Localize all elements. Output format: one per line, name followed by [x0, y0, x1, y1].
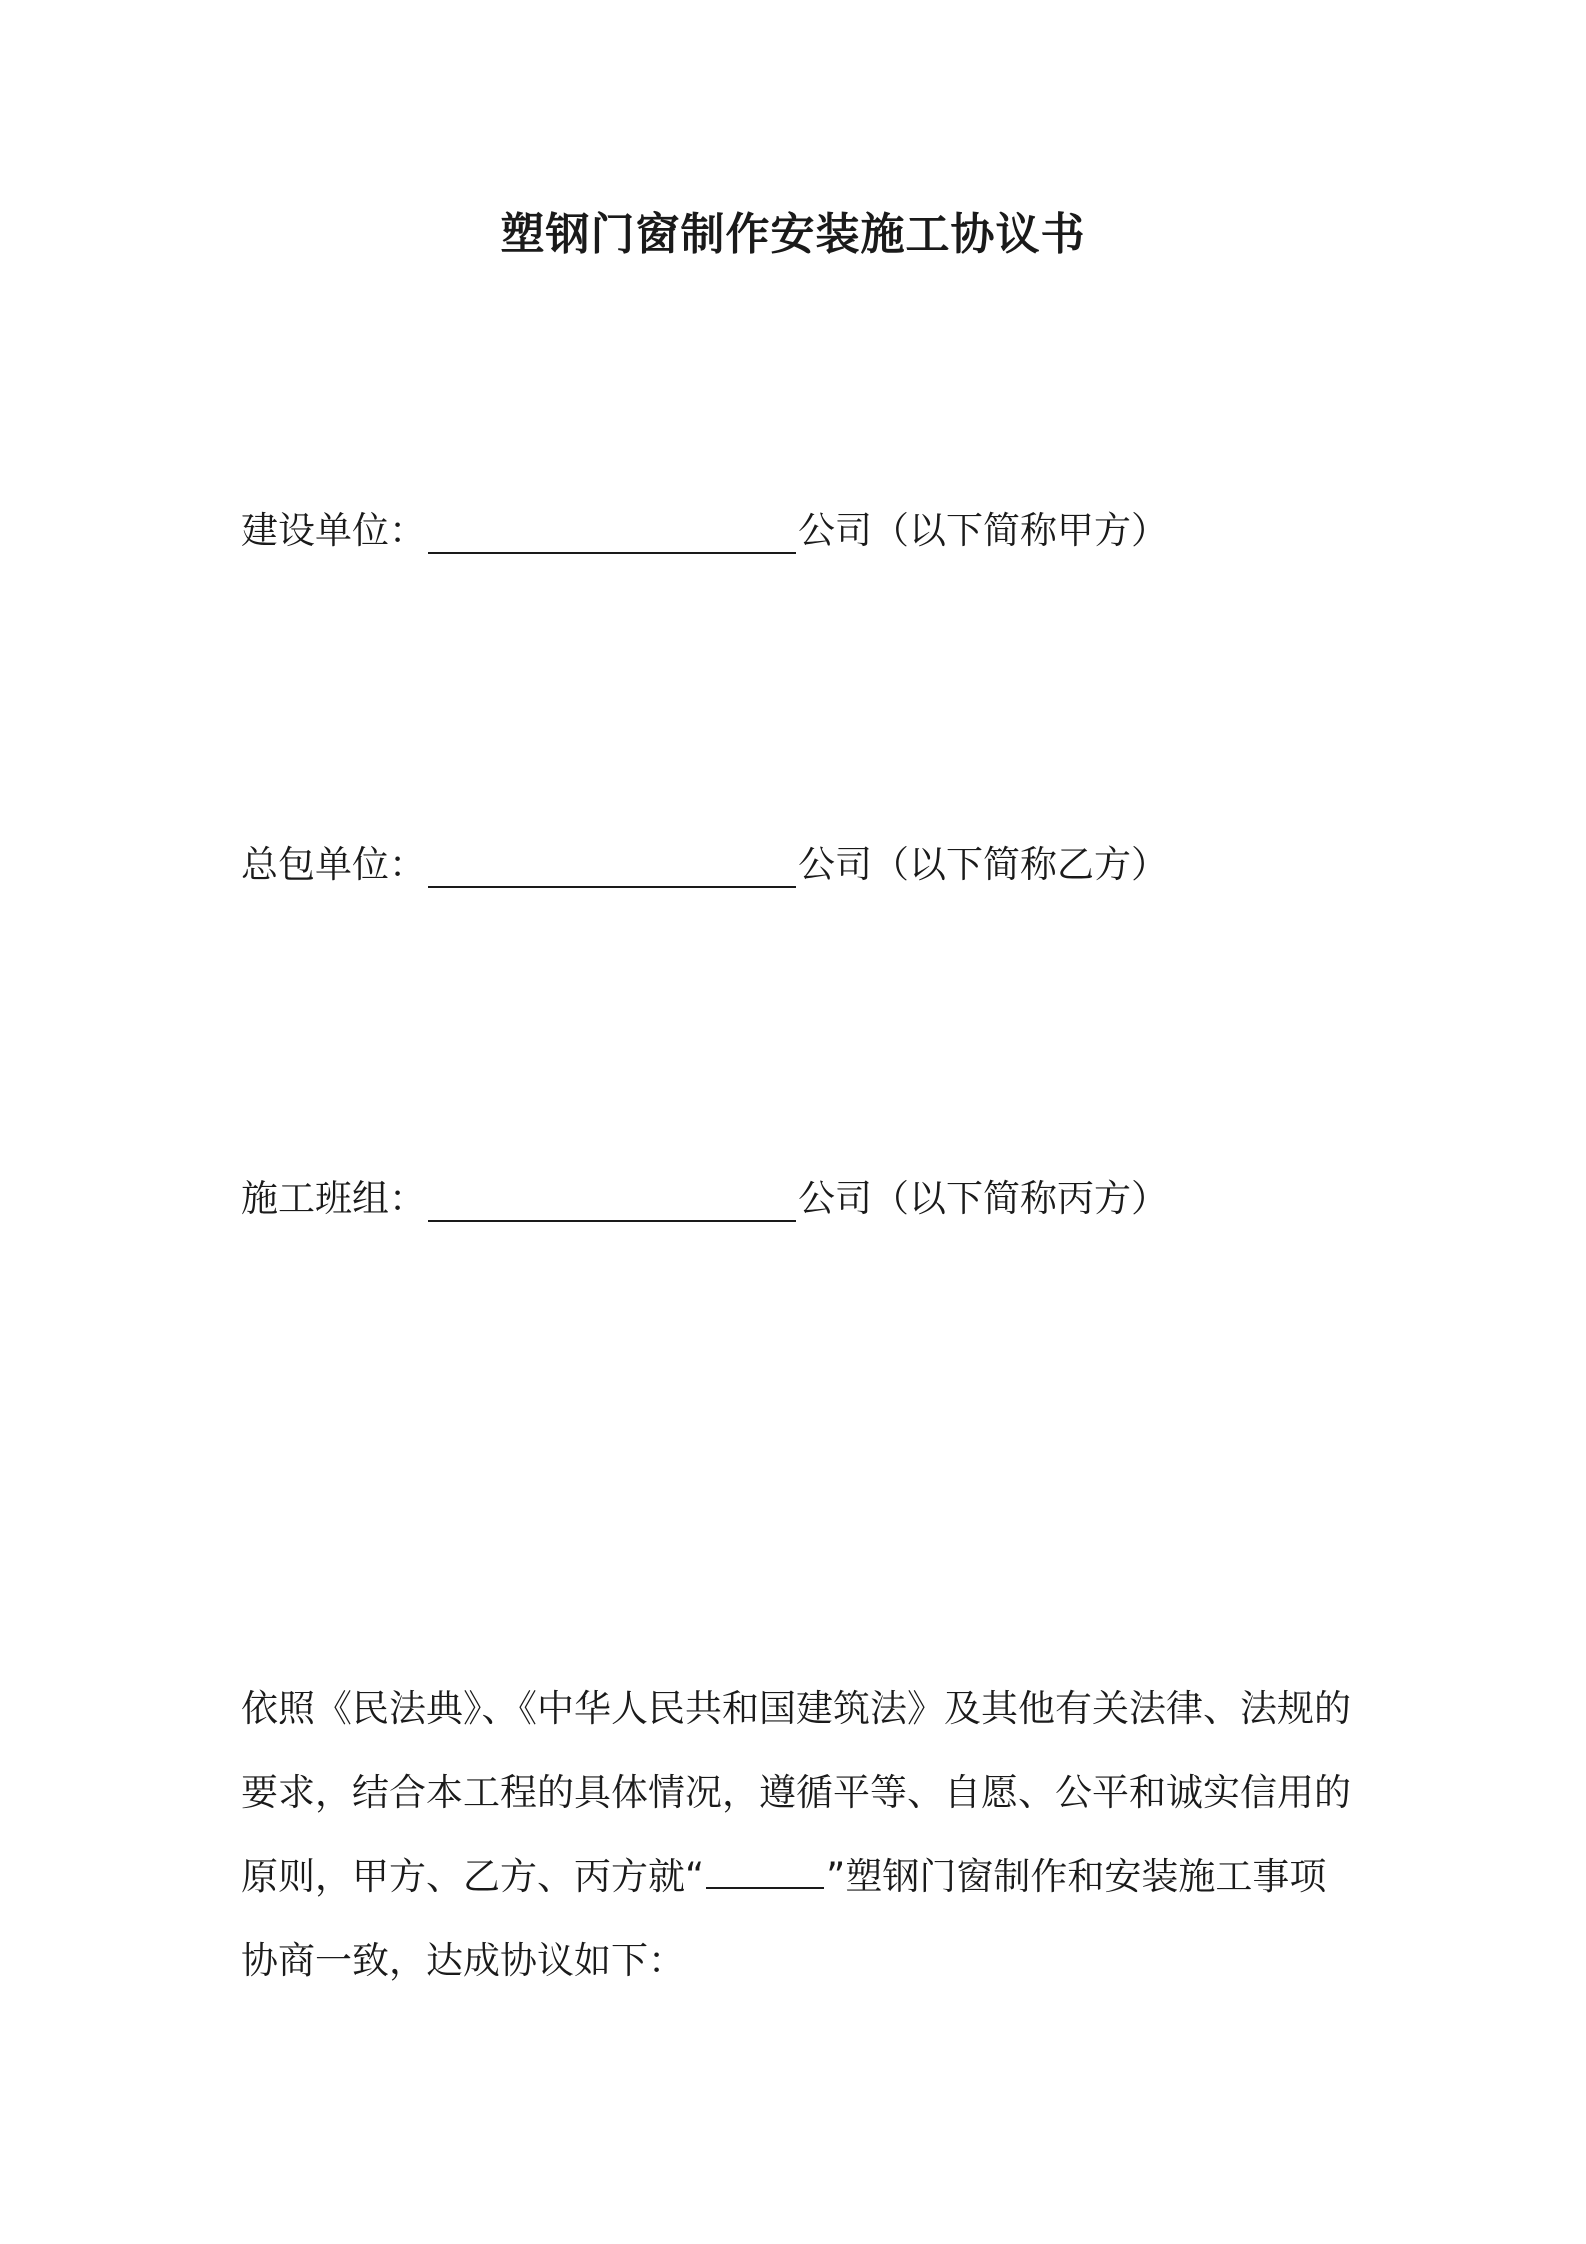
- preamble-line-1: 依照《民法典》、《中华人民共和国建筑法》及其他有关法律、法规的: [241, 1687, 1351, 1730]
- party-a-suffix: 公司（以下简称甲方）: [798, 509, 1168, 552]
- party-b-blank: [428, 846, 796, 888]
- party-c-suffix: 公司（以下简称丙方）: [798, 1177, 1168, 1220]
- preamble-paragraph: [241, 1667, 1361, 2003]
- party-b-suffix: 公司（以下简称乙方）: [798, 843, 1168, 886]
- party-b-label: 总包单位：: [241, 843, 426, 886]
- preamble-line-3: [241, 1835, 1361, 1919]
- party-c-label: 施工班组：: [241, 1177, 426, 1220]
- party-a-line: [241, 506, 1168, 556]
- project-name-blank: [706, 1851, 824, 1889]
- party-c-blank: [428, 1180, 796, 1222]
- document-title: 塑钢门窗制作安装施工协议书: [500, 209, 1086, 260]
- party-b-line: [241, 840, 1168, 890]
- party-a-blank: [428, 512, 796, 554]
- party-c-line: [241, 1174, 1168, 1224]
- preamble-line-3-before: 原则，甲方、乙方、丙方就“: [241, 1855, 705, 1898]
- preamble-line-3-after: ”塑钢门窗制作和安装施工事项: [826, 1855, 1327, 1898]
- preamble-line-2: 要求，结合本工程的具体情况，遵循平等、自愿、公平和诚实信用的: [241, 1771, 1351, 1814]
- preamble-line-4: 协商一致，达成协议如下：: [241, 1939, 685, 1982]
- party-a-label: 建设单位：: [241, 509, 426, 552]
